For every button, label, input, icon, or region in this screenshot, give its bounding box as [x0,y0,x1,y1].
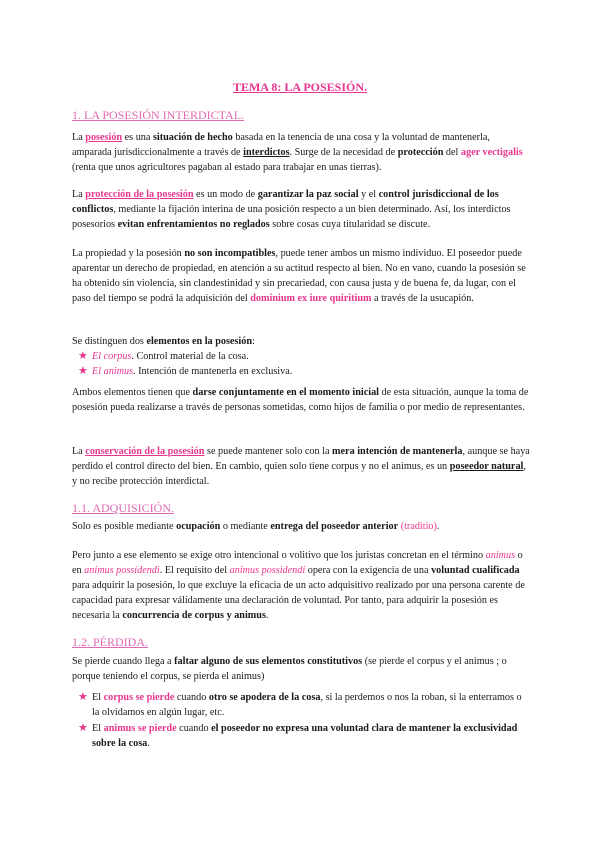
section-heading-posesion-interdictal: 1. LA POSESIÓN INTERDICTAL. [72,108,245,122]
star-bullet-icon: ★ [78,365,88,377]
page-title: TEMA 8: LA POSESIÓN. [232,80,368,94]
term-proteccion-posesion: protección de la posesión [85,189,194,200]
term-posesion: posesión [85,132,123,143]
term-conservacion-posesion: conservación de la posesión [85,446,205,457]
paragraph-elementos-intro: Se distinguen dos elementos en la posesión: [72,336,255,347]
list-item-corpus: ★ El corpus. Control material de la cosa. [78,350,249,362]
list-item-corpus-se-pierde: ★ El corpus se pierde cuando otro se apodera de la cosa, si la perdemos o nos la roban, si la enterramos o la olvidamos en algún lugar, etc. [78,691,522,718]
list-item-animus-se-pierde: ★ El animus se pierde cuando el poseedor no expresa una voluntad clara de mantener la exclusividad sobre la cosa. [78,722,518,749]
star-bullet-icon: ★ [78,722,88,734]
section-heading-perdida: 1.2. PÉRDIDA. [72,635,149,649]
paragraph-definition: La posesión es una situación de hecho basada en la tenencia de una cosa y la voluntad de mantenerla, amparada jurisdiccionalmente a través de interdictos. Surge de la necesidad de protección del ager vectigalis (renta que unos agricultores pagaban al estado para trabajar en unas tierras). [72,132,523,173]
star-bullet-icon: ★ [78,350,88,362]
paragraph-conservacion: La conservación de la posesión se puede mantener solo con la mera intención de mantenerla, aunque se haya perdido el control directo del bien. En cambio, quien solo tiene corpus y no el animus, es un poseedor natural, y no recibe protección interdictal. [72,446,530,487]
section-heading-adquisicion: 1.1. ADQUISICIÓN. [72,501,174,515]
term-dominium: dominium ex iure quiritium [250,293,372,304]
paragraph-adquisicion: Solo es posible mediante ocupación o mediante entrega del poseedor anterior (traditio). [72,521,440,532]
paragraph-proteccion: La protección de la posesión es un modo de garantizar la paz social y el control jurisdiccional de los conflictos, mediante la fijación interina de una posición respecto a un bien determinado. Así, los interdictos posesorios evitan enfrentamientos no reglados sobre cosas cuya titularidad se discute. [72,189,511,230]
term-situacion-de-hecho: situación de hecho [152,132,233,143]
term-interdictos: interdictos [243,147,290,158]
paragraph-animus-possidendi: Pero junto a ese elemento se exige otro intencional o volitivo que los juristas concretan en el término animus o en animus possidendi. El requisito del animus possidendi opera con la exigencia de una voluntad cualificada para adquirir la posesión, lo que excluye la eficacia de un acto adquisitivo realizado por una persona carente de capacidad para expresar válidamente una declaración de voluntad. Por tanto, para adquirir la posesión es necesaria la concurrencia de corpus y animus. [72,550,525,621]
term-ager-vectigalis: ager vectigalis [460,147,523,158]
list-item-animus: ★ El animus. Intención de mantenerla en exclusiva. [78,365,293,377]
term-traditio: (traditio) [400,521,437,532]
paragraph-propiedad-posesion: La propiedad y la posesión no son incompatibles, puede tener ambos un mismo individuo. El poseedor puede aparentar un derecho de propiedad, en atención a su actitud respecto al bien. No en vano, cuando la posesión se ha obtenido sin violencia, sin clandestinidad y sin precariedad, con causa justa y de buena fe, da lugar, con el paso del tiempo se podrá la adquisición del dominium ex iure quiritium a través de la usucapión. [72,248,526,304]
star-bullet-icon: ★ [78,691,88,703]
paragraph-perdida: Se pierde cuando llega a faltar alguno de sus elementos constitutivos (se pierde el corpus y el animus ; o porque teniendo el corpus, se pierda el animus) [72,656,507,682]
paragraph-conjuntamente: Ambos elementos tienen que darse conjuntamente en el momento inicial de esta situación, aunque la toma de posesión pueda realizarse a través de personas sometidas, como hijos de familia o por medio de representantes. [72,387,529,413]
